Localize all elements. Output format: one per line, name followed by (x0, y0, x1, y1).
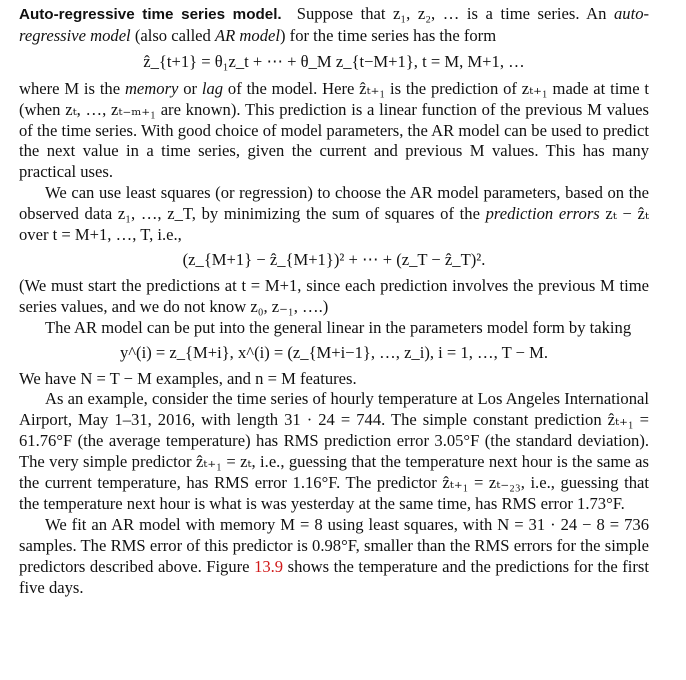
paragraph-start-predictions: (We must start the predictions at t = M+1, since each prediction involves the previous M time series values, and we do not know z₀, z₋₁, ….) (19, 275, 649, 316)
paragraph-general-form: The AR model can be put into the general linear in the parameters model form by taking (45, 317, 632, 337)
paragraph-examples-features: We have N = T − M examples, and n = M features. (19, 368, 357, 388)
equation-regression-form: y^(i) = z_{M+i}, x^(i) = (z_{M+i−1}, …, z_i), i = 1, …, T − M. (119, 342, 549, 362)
paragraph-ar-fit (19, 515, 649, 599)
aka-prefix: (also called (134, 25, 211, 45)
paragraph-least-squares (19, 183, 649, 246)
ar-fit-text: We fit an AR model with memory M = 8 using least squares, with N = 31 · 24 − 8 = 736 samples. The RMS error of this predictor is 0.98°F, smaller than the RMS errors for the simple predictors described above. Figure (19, 514, 649, 576)
memory-description: of the model. Here ẑₜ₊₁ is the prediction of zₜ₊₁ made at time t (when zₜ, …, zₜ₋ₘ₊₁ are known). This prediction is a linear function of the previous M values of the time series. With good choice of model parameters, the AR model can be used to predict the next value in a time series, given the current and previous M values. This has many practical uses. (19, 78, 650, 182)
equation-sum-of-squares: (z_{M+1} − ẑ_{M+1})² + ⋯ + (z_T − ẑ_T)². (182, 249, 486, 269)
paragraph-temperature-example: As an example, consider the time series of hourly temperature at Los Angeles International Airport, May 1–31, 2016, with length 31 · 24 = 744. The simple constant prediction ẑₜ₊₁ = 61.76°F (the average temperature) has RMS prediction error 3.05°F (the standard deviation). The very simple predictor ẑₜ₊₁ = zₜ, i.e., guessing that the temperature next hour is the same as the current temperature, has RMS error 1.16°F. The predictor ẑₜ₊₁ = zₜ₋₂₃, i.e., guessing that the temperature next hour is what is was yesterday at the same time, has RMS error 1.73°F. (19, 389, 649, 513)
intro-text: Suppose that z₁, z₂, … is a time series. An (296, 4, 607, 23)
term-ar-model: auto-regressive model (19, 4, 650, 45)
or-text: or (183, 78, 198, 98)
paragraph-intro (19, 4, 649, 47)
where-text: where M is the (19, 78, 121, 98)
least-squares-text: We can use least squares (or regression) to choose the AR model parameters, based on the observed data z₁, …, z_T, by minimizing the sum of squares of the (19, 183, 649, 224)
term-ar-model-short: AR model (215, 25, 280, 45)
term-memory: memory (124, 78, 179, 98)
aka-suffix: ) for the time series has the form (280, 25, 497, 45)
term-prediction-errors: prediction errors (485, 204, 600, 224)
term-lag: lag (201, 78, 224, 98)
ar-fit-tail: shows the temperature and the predictions for the first five days. (19, 556, 649, 597)
document-page (19, 4, 649, 598)
paragraph-memory (19, 79, 649, 184)
section-heading: Auto-regressive time series model. (19, 6, 282, 23)
least-squares-tail: zₜ − ẑₜ over t = M+1, …, T, i.e., (19, 204, 650, 245)
figure-reference-link[interactable]: 13.9 (254, 556, 284, 576)
equation-ar-model: ẑ_{t+1} = θ₁z_t + ⋯ + θ_M z_{t−M+1}, t = M, M+1, … (143, 51, 525, 71)
